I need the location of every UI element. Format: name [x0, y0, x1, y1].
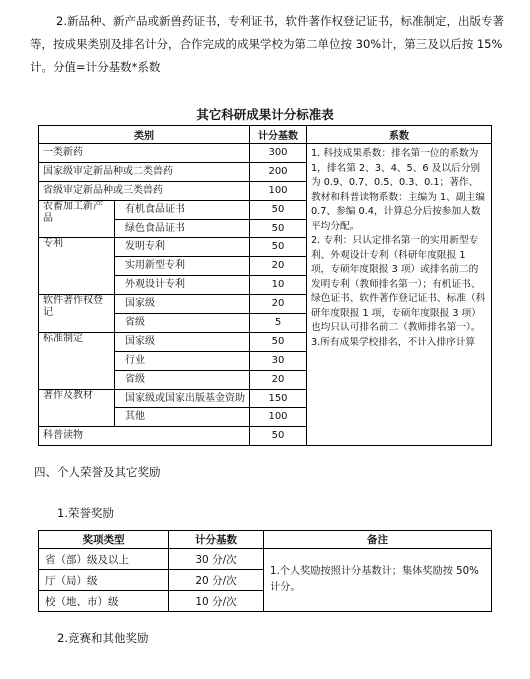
score-cell: 50: [250, 200, 307, 219]
subcategory-cell: 国家级或国家出版基金资助: [115, 389, 250, 408]
subcategory-cell: 国家级: [115, 295, 250, 314]
honor-award-table: [38, 530, 492, 612]
category-cell: 科普读物: [39, 427, 250, 446]
table-row: [39, 144, 492, 163]
subcategory-cell: 外观设计专利: [115, 276, 250, 295]
header-base: 计分基数: [169, 531, 264, 549]
remark-cell: 1.个人奖励按照计分基数计；集体奖励按 50%计分。: [264, 549, 492, 612]
score-cell: 100: [250, 408, 307, 427]
intro-line-2: 等，按成果类别及排名计分，合作完成的成果学校为第二单位按 30%计，第三及以后按 15%: [30, 37, 503, 51]
score-cell: 200: [250, 162, 307, 181]
intro-paragraph: [30, 10, 504, 79]
subcategory-cell: 国家级: [115, 332, 250, 351]
subcategory-cell: 绿色食品证书: [115, 219, 250, 238]
award-type-cell: 省（部）级及以上: [39, 549, 169, 570]
category-cell: 著作及教材: [39, 389, 115, 427]
subcategory-cell: 其他: [115, 408, 250, 427]
note-1: 1. 科技成果系数：排名第一位的系数为 1，排名第 2、3、4、5、6 及以后分别为 0.9、0.7、0.5、0.3、0.1；著作、教材和科普读物系数：主编为 1、副主编 0.7、参编 0.4，计算总分后按参加人数平均分配。: [311, 148, 485, 232]
honor-heading: 1.荣誉奖励: [57, 506, 114, 520]
base-cell: 10 分/次: [169, 591, 264, 612]
category-cell: 标准制定: [39, 332, 115, 389]
score-cell: 10: [250, 276, 307, 295]
subcategory-cell: 省级: [115, 314, 250, 333]
subcategory-cell: 有机食品证书: [115, 200, 250, 219]
category-cell: 一类新药: [39, 144, 250, 163]
header-base: 计分基数: [250, 126, 307, 144]
note-2: 2. 专利：只认定排名第一的实用新型专利、外观设计专利（科研年度限报 1 项，专硕年度限报 3 项）或排名前二的发明专利（教师排名第一）；有机证书、绿色证书、软件著作登记证书、标准（科研年度限报 1 项，专硕年度限报 3 项）也均只认可排名前二（教师排名第一）。: [311, 235, 486, 333]
scoring-standard-table: [38, 125, 492, 446]
score-cell: 150: [250, 389, 307, 408]
category-cell: 国家级审定新品种或二类兽药: [39, 162, 250, 181]
award-type-cell: 校（地、市）级: [39, 591, 169, 612]
category-cell: 专利: [39, 238, 115, 295]
coefficient-notes: [307, 144, 492, 446]
base-cell: 20 分/次: [169, 570, 264, 591]
category-cell: 农畜加工新产品: [39, 200, 115, 238]
header-remark: 备注: [264, 531, 492, 549]
subcategory-cell: 行业: [115, 351, 250, 370]
competition-heading: 2.竞赛和其他奖励: [57, 631, 149, 645]
intro-line-1: 2.新品种、新产品或新兽药证书，专利证书，软件著作权登记证书，标准制定，出版专著: [56, 14, 504, 28]
intro-line-3: 计。分值=计分基数*系数: [30, 60, 161, 74]
score-cell: 300: [250, 144, 307, 163]
category-cell: 软件著作权登记: [39, 295, 115, 333]
base-cell: 30 分/次: [169, 549, 264, 570]
score-cell: 50: [250, 219, 307, 238]
subcategory-cell: 省级: [115, 370, 250, 389]
section-heading: 四、个人荣誉及其它奖励: [34, 465, 161, 479]
score-cell: 50: [250, 238, 307, 257]
score-cell: 50: [250, 427, 307, 446]
table-row: [39, 549, 492, 570]
category-cell: 省级审定新品种或三类兽药: [39, 181, 250, 200]
header-category: 类别: [39, 126, 250, 144]
header-coefficient: 系数: [307, 126, 492, 144]
score-cell: 50: [250, 332, 307, 351]
subcategory-cell: 实用新型专利: [115, 257, 250, 276]
score-cell: 30: [250, 351, 307, 370]
subcategory-cell: 发明专利: [115, 238, 250, 257]
award-type-cell: 厅（局）级: [39, 570, 169, 591]
table-title: 其它科研成果计分标准表: [196, 107, 334, 122]
score-cell: 20: [250, 295, 307, 314]
header-award-type: 奖项类型: [39, 531, 169, 549]
score-cell: 20: [250, 370, 307, 389]
score-cell: 5: [250, 314, 307, 333]
score-cell: 100: [250, 181, 307, 200]
score-cell: 20: [250, 257, 307, 276]
note-3: 3.所有成果学校排名，不计入排序计算: [311, 336, 476, 348]
